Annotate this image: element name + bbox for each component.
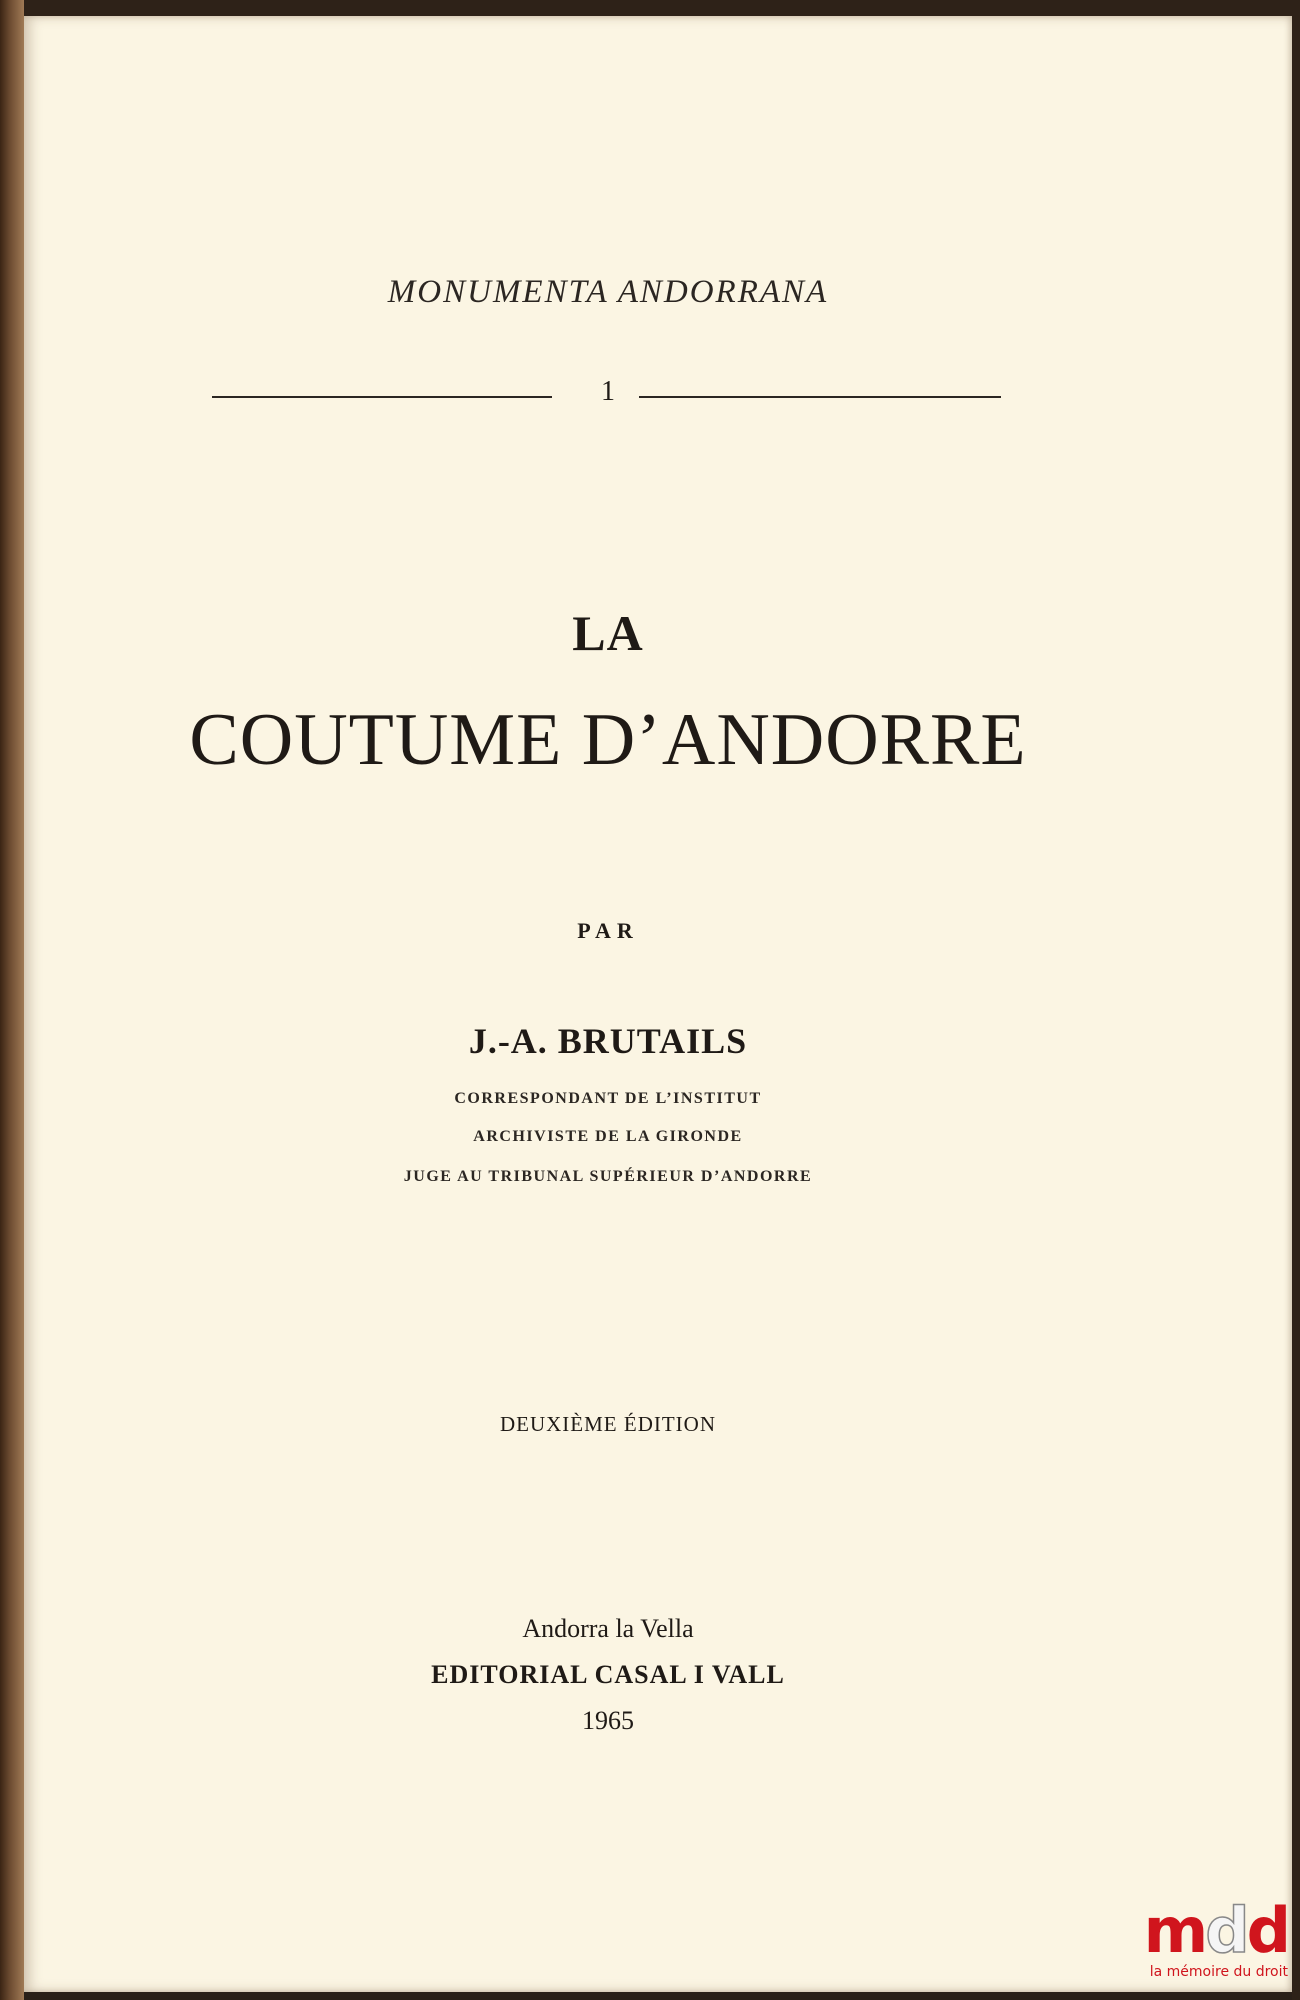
author-credential: ARCHIVISTE DE LA GIRONDE <box>473 1128 743 1145</box>
edition: DEUXIÈME ÉDITION <box>499 1412 717 1436</box>
logo-tagline: la mémoire du droit <box>1149 1964 1288 1980</box>
byline-par: PAR <box>577 918 639 943</box>
imprint-place: Andorra la Vella <box>522 1614 694 1643</box>
author-credential: CORRESPONDANT DE L’INSTITUT <box>454 1090 762 1107</box>
series-number: 1 <box>601 376 615 407</box>
mdd-logo <box>1118 1894 1288 1990</box>
imprint-publisher: EDITORIAL CASAL I VALL <box>431 1660 785 1689</box>
author-name: J.-A. BRUTAILS <box>468 1021 748 1061</box>
author-credential: JUGE AU TRIBUNAL SUPÉRIEUR D’ANDORRE <box>403 1168 813 1185</box>
logo-mark: mdd <box>1143 1894 1288 1967</box>
title-article: LA <box>572 605 644 661</box>
book-spine-edge <box>0 0 24 2000</box>
book-title: COUTUME D’ANDORRE <box>189 699 1027 781</box>
series-title: MONUMENTA ANDORRANA <box>387 274 829 310</box>
imprint-year: 1965 <box>582 1706 634 1735</box>
scan-right-edge <box>1292 0 1300 2000</box>
series-rule-right <box>639 396 1001 398</box>
title-page <box>24 16 1292 1992</box>
scan-top-edge <box>0 0 1300 16</box>
